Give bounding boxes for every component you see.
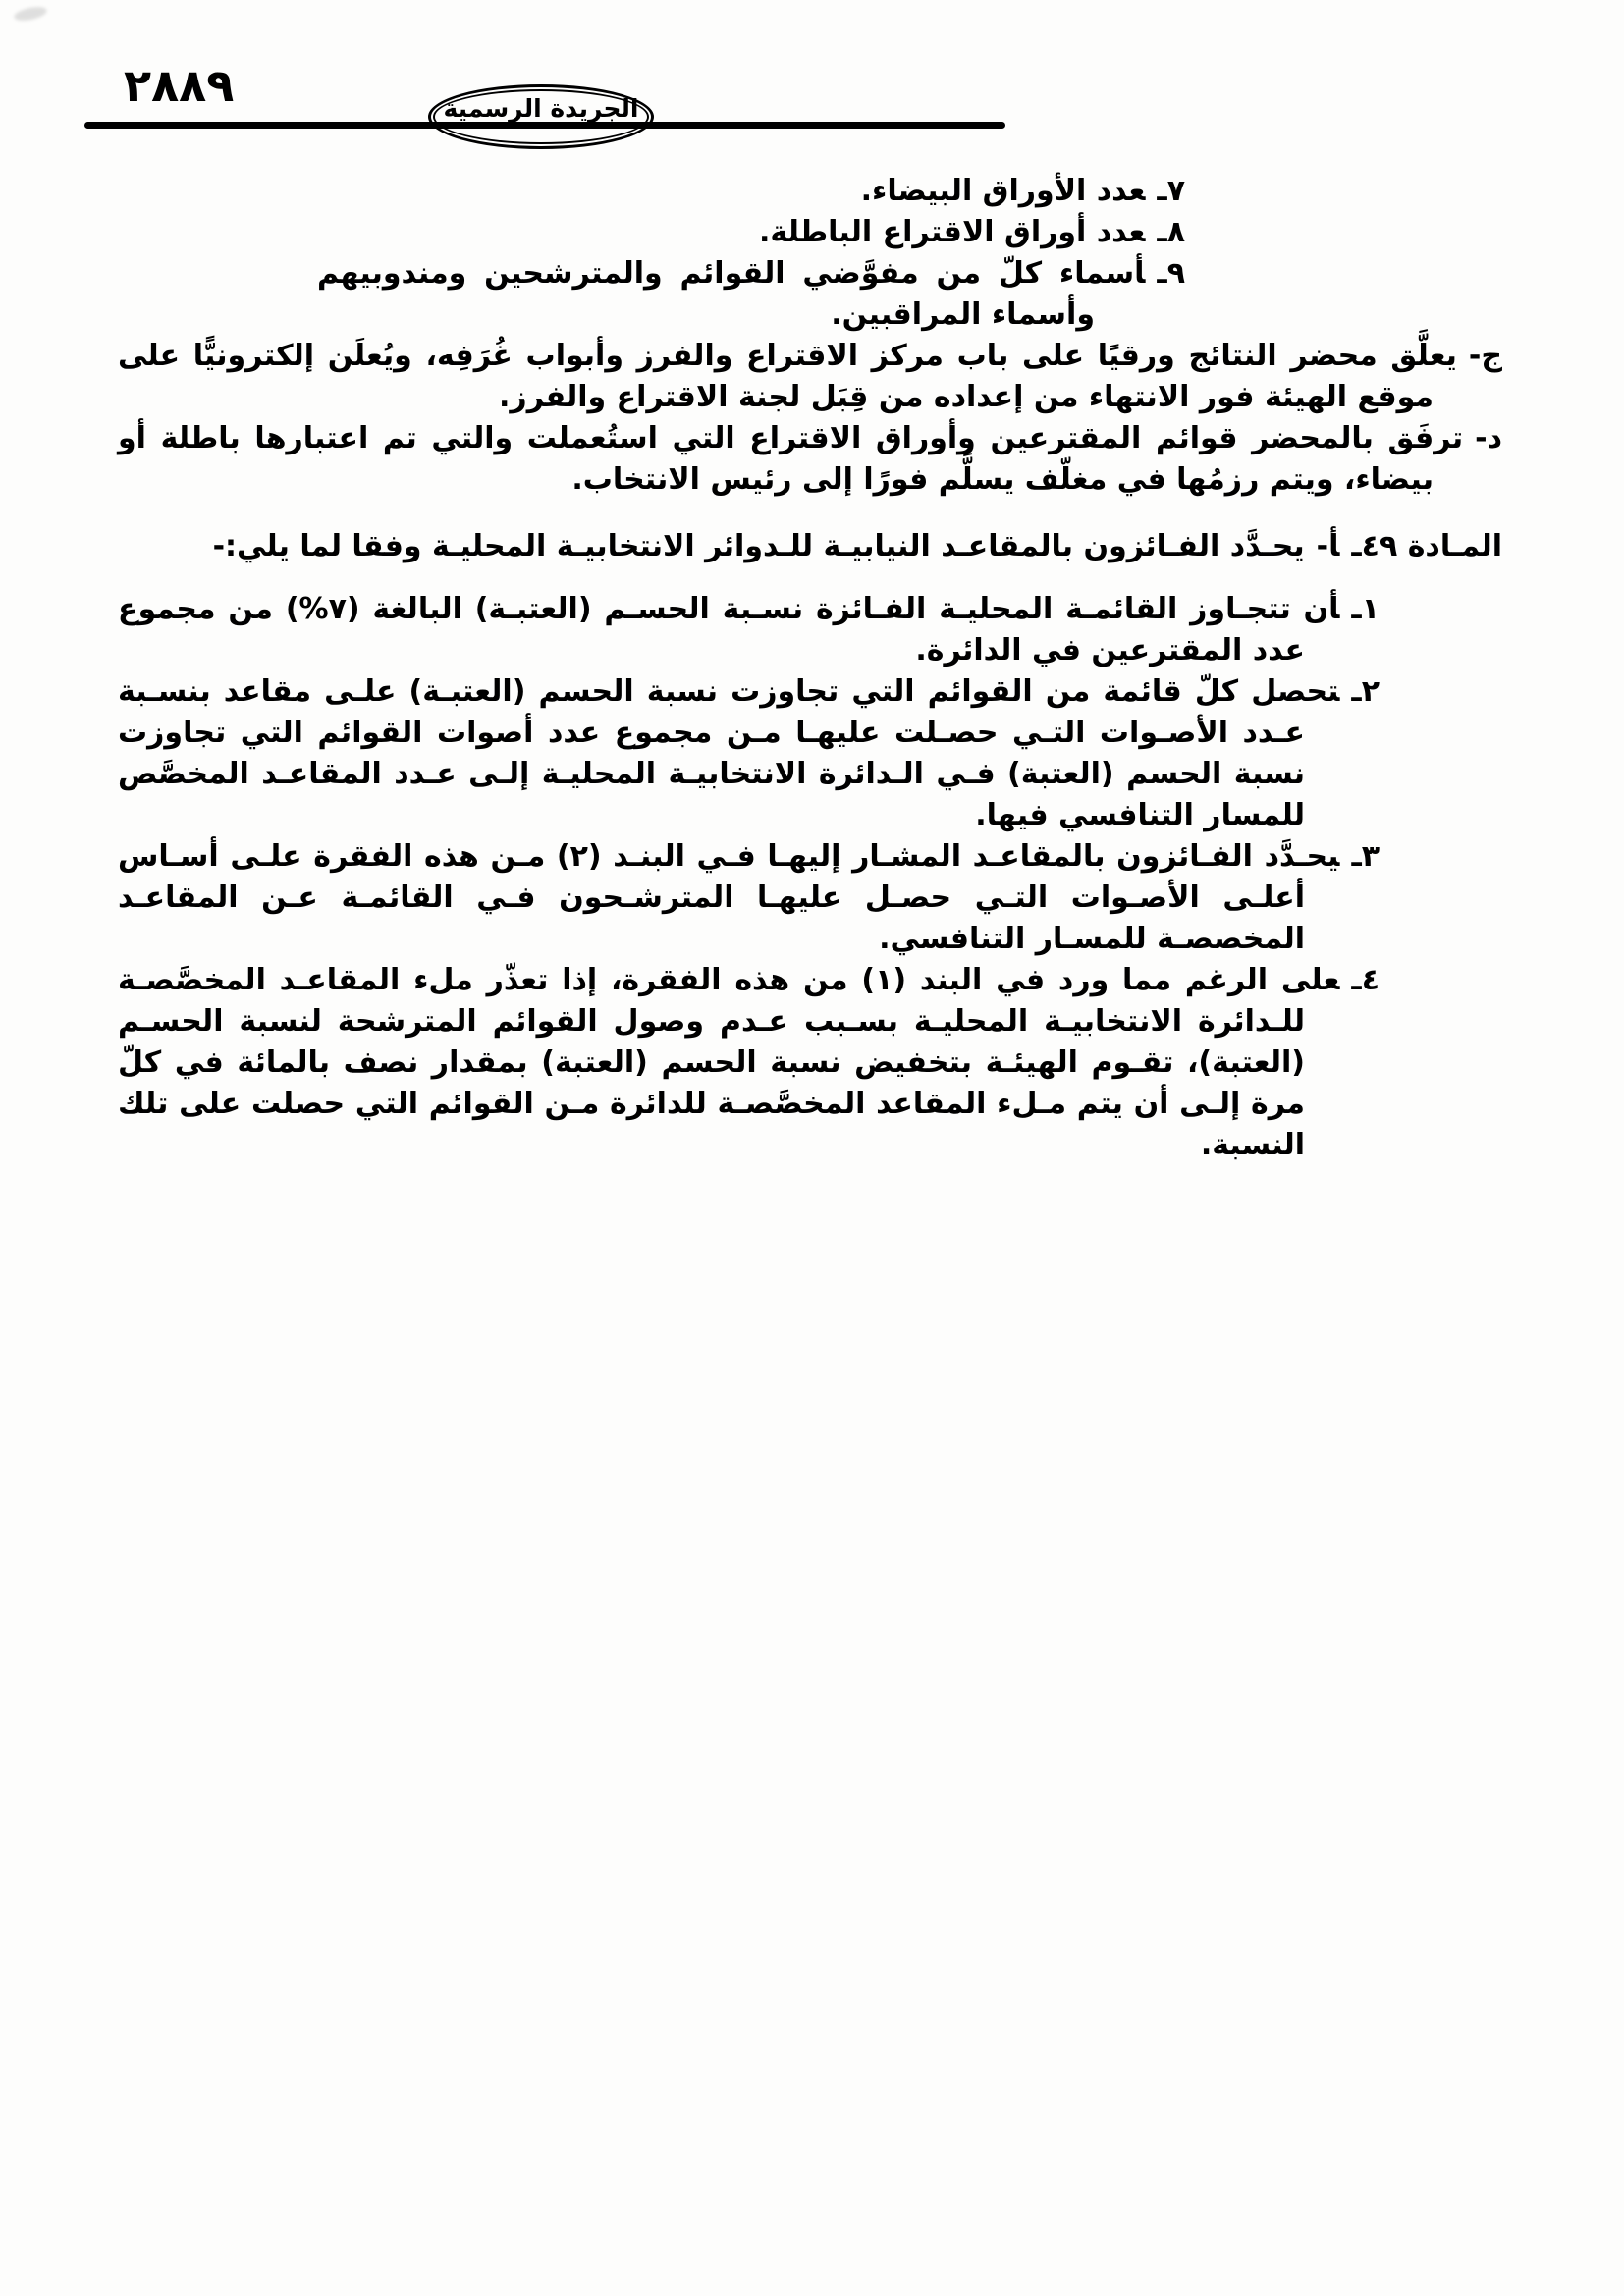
list-item-jeem-label: ج- [1468,339,1502,373]
list-item-jeem [118,336,1502,418]
clause-1-label: ١ـ [1351,592,1380,626]
list-item-jeem-text: يعلَّق محضر النتائج ورقيًا على باب مركز الاقتراع والفرز وأبواب غُرَفِه، ويُعلَن إلكترونيًّا على موقع الهيئة فور الانتهاء من إعداده من قِبَل لجنة الاقتراع والفرز. [118,339,1457,414]
clause-1 [118,589,1380,671]
list-item-9 [317,253,1185,336]
list-item-9-text: أسماء كلّ من مفوَّضي القوائم والمترشحين ومندوبيهم وأسماء المراقبين. [317,256,1146,332]
clause-2-label: ٢ـ [1351,674,1380,709]
page-number: ٢٨٨٩ [124,59,235,112]
gazette-title-badge [428,84,654,149]
article-49 [118,526,1502,567]
list-item-9-label: ٩ـ [1157,256,1185,291]
article-49-text: يحـدَّد الفـائزون بالمقاعـد النيابيـة للـدوائر الانتخابيـة المحليـة وفقا لما يلي:- [212,529,1305,563]
clause-2-text: تحصل كلّ قائمة من القوائم التي تجاوزت نسبة الحسم (العتبـة) علـى مقاعد بنسـبة عـدد الأصـوات التـي حصـلت عليهـا مـن مجموع عدد أصوات القوائم التي تجاوزت نسبة الحسم (العتبة) فـي الـدائرة الانتخابيـة المحليـة إلـى عـدد المقاعـد المخصَّص للمسار التنافسي فيها. [118,674,1340,832]
list-item-7-text: عدد الأوراق البيضاء. [860,174,1146,208]
clause-4-label: ٤ـ [1351,963,1380,997]
list-item-dal-text: ترفَق بالمحضر قوائم المقترعين وأوراق الاقتراع التي استُعملت والتي تم اعتبارها باطلة أو بيضاء، ويتم رزمُها في مغلّف يسلَّم فورًا إلى رئيس الانتخاب. [118,421,1464,497]
clause-3-label: ٣ـ [1351,839,1380,874]
clause-4-text: على الرغم مما ورد في البند (١) من هذه الفقرة، إذا تعذّر ملء المقاعـد المخصَّصـة للـدائرة الانتخابيـة المحليـة بسـبب عـدم وصول القوائم المترشحة لنسبة الحسـم (العتبة)، تقـوم الهيئـة بتخفيض نسبة الحسم (العتبة) بمقدار نصف بالمائة في كلّ مرة إلـى أن يتم مـلء المقاعد المخصَّصـة للدائرة مـن القوائم التي حصلت على تلك النسبة. [118,963,1340,1162]
scan-artifact [13,5,48,24]
clause-4 [118,960,1380,1166]
gazette-title: الجريدة الرسمية [443,94,639,123]
clause-3 [118,836,1380,960]
list-item-dal-label: د- [1475,421,1502,455]
article-49-label: المـادة ٤٩ـ [1351,529,1502,563]
list-item-8 [317,212,1185,253]
article-49-clauses [118,589,1380,1166]
clause-2 [118,671,1380,836]
body-text [118,171,1502,1166]
list-item-dal [118,418,1502,501]
list-item-8-label: ٨ـ [1157,215,1185,249]
clause-3-text: يحـدَّد الفـائزون بالمقاعـد المشـار إليهـا فـي البنـد (٢) مـن هذه الفقرة علـى أسـاس أعلـى الأصـوات التـي حصـل عليهـا المترشـحون فـي القائمـة عـن المقاعـد المخصصـة للمسـار التنافسي. [118,839,1340,956]
clause-1-text: أن تتجـاوز القائمـة المحليـة الفـائزة نسـبة الحسـم (العتبـة) البالغة (٧%) من مجموع عدد المقترعين في الدائرة. [118,592,1340,667]
list-item-7-label: ٧ـ [1157,174,1185,208]
list-item-7 [317,171,1185,212]
article-49-sub-label: أ- [1316,529,1340,563]
list-item-8-text: عدد أوراق الاقتراع الباطلة. [759,215,1146,249]
